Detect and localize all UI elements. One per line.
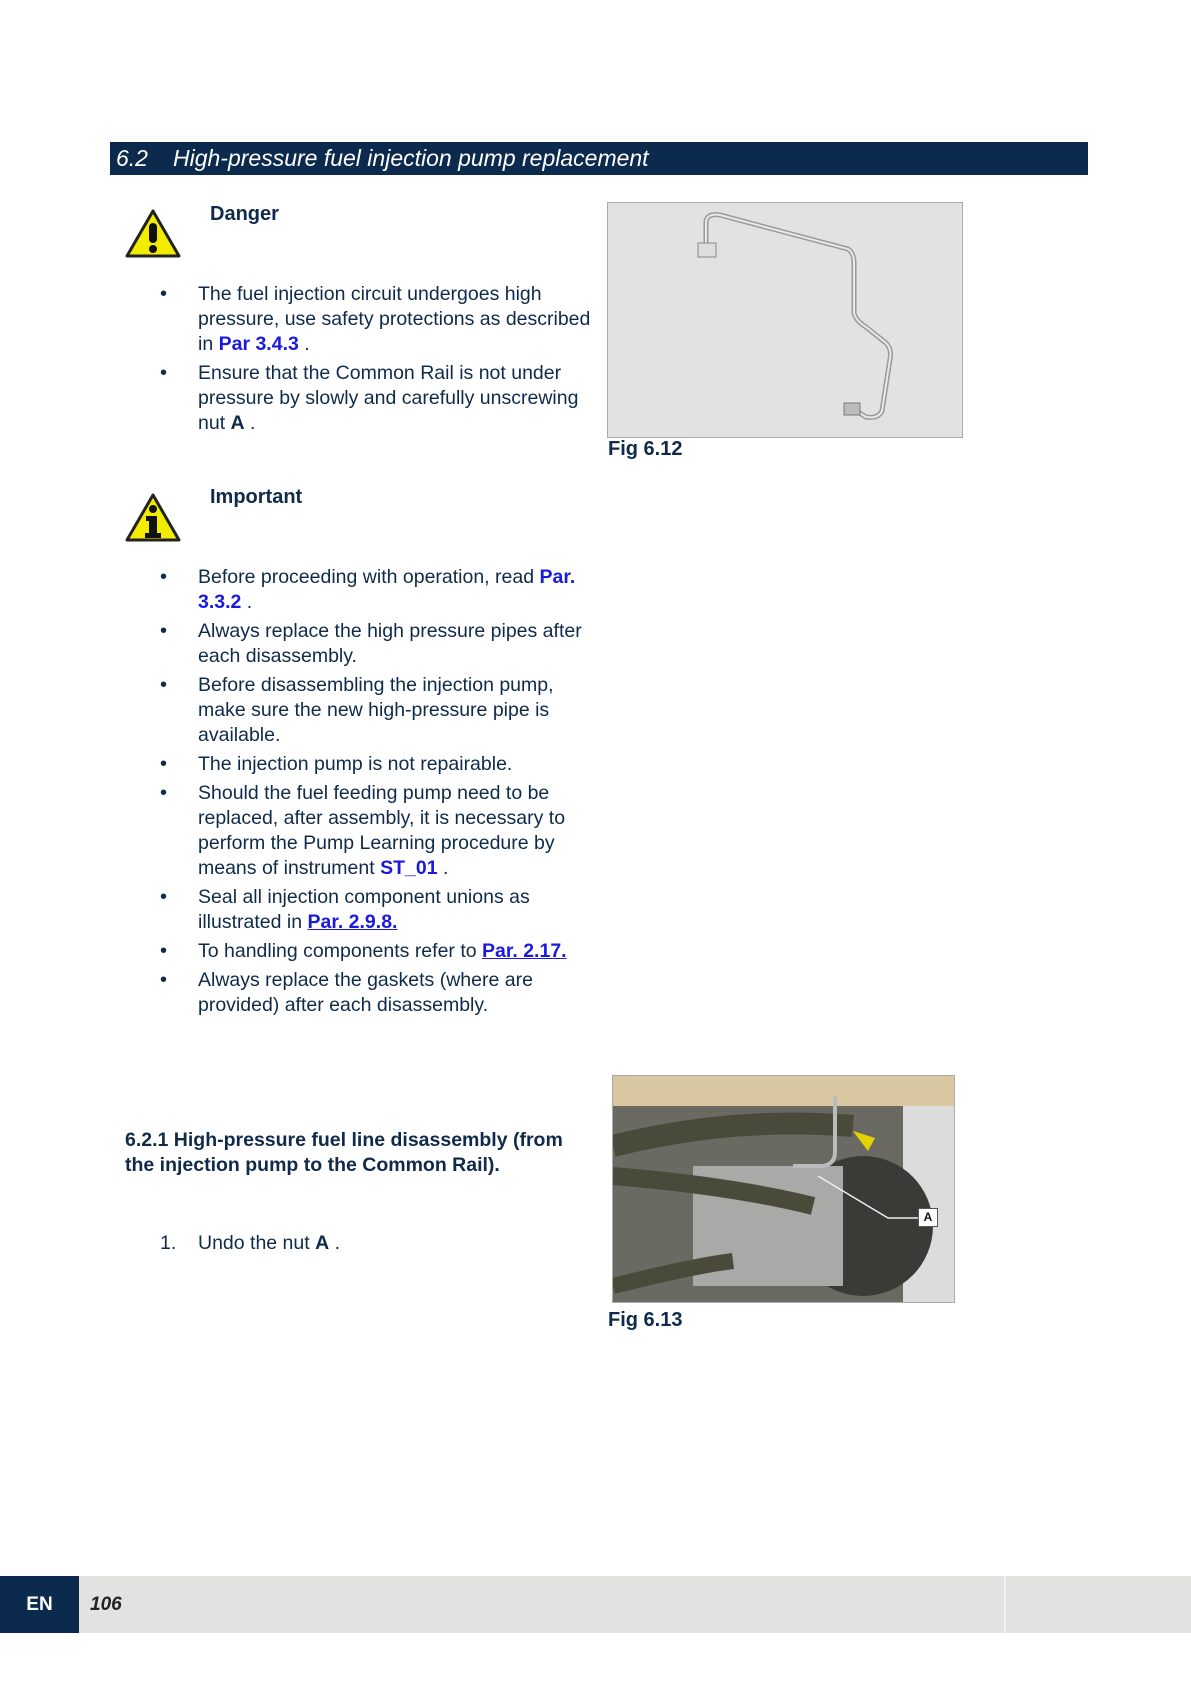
danger-warning-icon <box>124 208 182 260</box>
fig-6-13-caption: Fig 6.13 <box>608 1309 683 1331</box>
par-3-3-2-link[interactable]: Par. 3.3.2 <box>198 566 576 613</box>
section-number: 6.2 <box>116 145 148 171</box>
step-1 <box>160 1232 340 1255</box>
fig-6-12-caption: Fig 6.12 <box>608 438 683 460</box>
step-number: 1. <box>160 1232 177 1254</box>
pump-illustration <box>613 1076 955 1303</box>
item-text: . <box>241 591 253 613</box>
item-text: To handling components refer to <box>198 940 483 962</box>
list-item <box>160 939 600 964</box>
item-text: Ensure that the Common Rail is not under pressure by slowly and carefully unscrewing nut <box>198 362 579 434</box>
list-item: • Always replace the high pressure pipes after each disassembly. <box>160 619 600 669</box>
list-item <box>160 565 600 615</box>
page-number: 106 <box>90 1594 122 1615</box>
footer-bar <box>0 1576 1191 1633</box>
list-item: • Before disassembling the injection pump, make sure the new high-pressure pipe is available. <box>160 673 600 748</box>
item-text: Before proceeding with operation, read <box>198 566 540 588</box>
step-text: . <box>329 1232 341 1254</box>
subsection-title: 6.2.1 High-pressure fuel line disassembly (from the injection pump to the Common Rail). <box>125 1129 563 1176</box>
list-item: • The injection pump is not repairable. <box>160 752 600 777</box>
fig-6-13-pump-image <box>612 1075 955 1303</box>
st-01-link[interactable]: ST_01 <box>380 857 438 879</box>
danger-list <box>160 282 600 440</box>
list-item <box>160 282 600 357</box>
section-header <box>110 142 1088 175</box>
item-text: Should the fuel feeding pump need to be replaced, after assembly, it is necessary to perform the Pump Learning procedure by means of instrument <box>198 782 566 879</box>
list-item <box>160 361 600 436</box>
item-text: Seal all injection component unions as illustrated in <box>198 886 530 933</box>
item-text: . <box>298 333 310 355</box>
list-item: • Always replace the gaskets (where are provided) after each disassembly. <box>160 968 600 1018</box>
important-list <box>160 565 600 1022</box>
danger-label: Danger <box>210 203 279 225</box>
par-2-9-8-link[interactable]: Par. 2.9.8. <box>307 911 398 933</box>
footer-divider <box>1004 1576 1006 1633</box>
important-label: Important <box>210 486 303 508</box>
step-text: Undo the nut <box>198 1232 316 1254</box>
pipe-illustration <box>608 203 962 437</box>
language-badge: EN <box>0 1576 79 1633</box>
item-text: The fuel injection circuit undergoes high pressure, use safety protections as described in <box>198 283 591 355</box>
item-text: . <box>244 412 256 434</box>
callout-a: A <box>918 1208 938 1227</box>
list-item <box>160 885 600 935</box>
section-title: High-pressure fuel injection pump replacement <box>173 145 649 171</box>
important-info-icon <box>124 492 182 544</box>
fig-6-12-pipe-image <box>607 202 963 438</box>
list-item <box>160 781 600 881</box>
par-3-4-3-link[interactable]: Par 3.4.3 <box>218 333 299 355</box>
item-text: . <box>437 857 449 879</box>
nut-label: A <box>315 1232 330 1254</box>
par-2-17-link[interactable]: Par. 2.17. <box>482 940 567 962</box>
nut-label: A <box>230 412 245 434</box>
